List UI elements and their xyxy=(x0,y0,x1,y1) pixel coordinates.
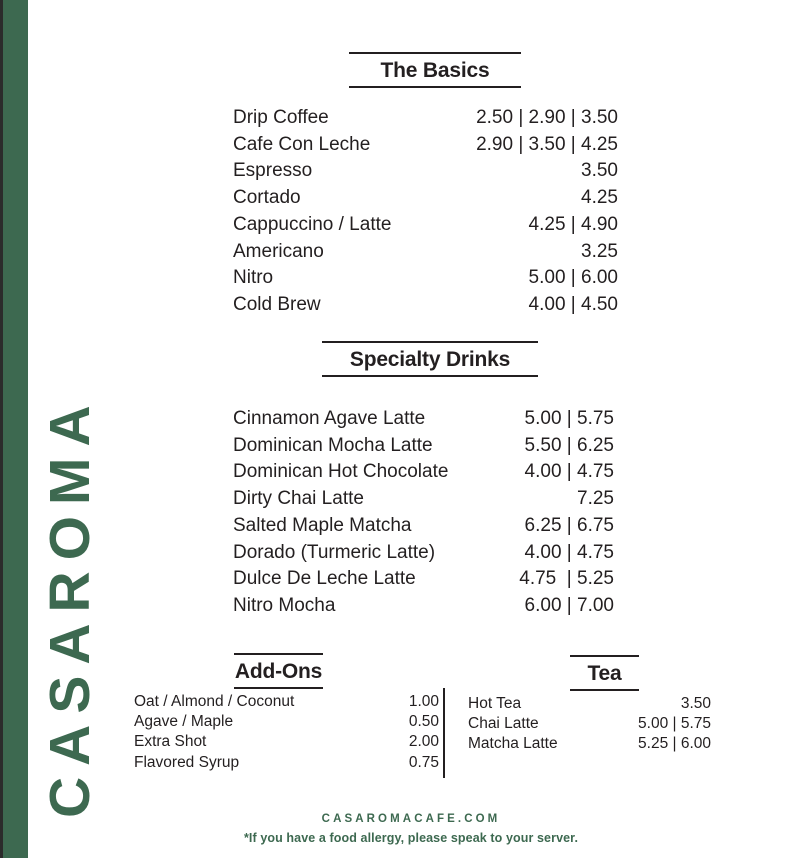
menu-row xyxy=(233,433,614,460)
allergy-disclaimer: *If you have a food allergy, please speak to your server. xyxy=(243,830,579,845)
menu-item-name: Agave / Maple xyxy=(134,713,234,731)
menu-row xyxy=(468,714,711,734)
addons-rule-top xyxy=(234,653,323,655)
tea-rule-top xyxy=(570,655,639,657)
menu-item-price: 3.25 xyxy=(581,240,618,262)
menu-row xyxy=(468,694,711,714)
menu-item-price: 1.00 xyxy=(408,693,439,710)
menu-item-price: 2.00 xyxy=(408,733,439,751)
rail-green-bar xyxy=(3,0,28,858)
menu-row xyxy=(233,406,614,433)
tea-rule-bottom xyxy=(570,689,639,691)
menu-row xyxy=(233,239,618,266)
section-header-tea xyxy=(568,655,641,691)
menu-item-name: Dirty Chai Latte xyxy=(233,488,364,510)
menu-item-price: 3.50 xyxy=(581,160,618,182)
menu-row xyxy=(134,692,439,712)
addons-item-list xyxy=(134,692,439,773)
menu-item-name: Dulce De Leche Latte xyxy=(233,568,416,590)
specialty-rule-bottom xyxy=(322,375,538,377)
basics-title: The Basics xyxy=(380,59,490,82)
addons-title: Add-Ons xyxy=(234,660,323,683)
menu-item-price: 5.00 | 6.00 xyxy=(528,267,618,289)
menu-item-name: Nitro xyxy=(233,267,274,289)
menu-row xyxy=(233,212,618,239)
website-url: CASAROMACAFE.COM xyxy=(321,813,501,825)
menu-item-name: Extra Shot xyxy=(134,733,207,751)
menu-item-name: Oat / Almond / Coconut xyxy=(134,693,295,710)
menu-item-price: 4.25 xyxy=(581,187,618,209)
menu-sheet xyxy=(28,0,794,858)
menu-item-price: 5.00 | 5.75 xyxy=(524,408,614,429)
menu-item-name: Chai Latte xyxy=(468,715,539,733)
menu-item-name: Cold Brew xyxy=(233,293,321,315)
specialty-item-list xyxy=(233,406,614,620)
specialty-rule-top xyxy=(322,341,538,343)
menu-item-name: Drip Coffee xyxy=(233,107,329,128)
menu-item-price: 4.75 | 5.25 xyxy=(519,568,614,590)
menu-item-price: 6.25 | 6.75 xyxy=(524,514,614,536)
menu-row xyxy=(233,486,614,513)
menu-row xyxy=(134,753,439,773)
menu-item-name: Americano xyxy=(233,240,324,262)
menu-row xyxy=(233,513,614,540)
menu-item-price: 6.00 | 7.00 xyxy=(524,594,614,616)
menu-item-price: 5.25 | 6.00 xyxy=(638,735,711,753)
menu-row xyxy=(233,265,618,292)
menu-row xyxy=(233,593,614,620)
menu-item-price: 5.50 | 6.25 xyxy=(524,434,614,456)
menu-item-price: 5.00 | 5.75 xyxy=(638,715,711,733)
menu-item-name: Cortado xyxy=(233,187,301,209)
menu-row xyxy=(233,459,614,486)
menu-row xyxy=(233,105,618,132)
basics-rule-top xyxy=(349,52,521,54)
menu-item-price: 4.00 | 4.75 xyxy=(524,541,614,563)
menu-item-name: Dominican Mocha Latte xyxy=(233,434,433,456)
section-header-basics xyxy=(347,52,523,88)
menu-row xyxy=(233,566,614,593)
addons-rule-bottom xyxy=(234,687,323,689)
menu-item-name: Cafe Con Leche xyxy=(233,133,371,155)
menu-item-price: 2.50 | 2.90 | 3.50 xyxy=(476,107,618,128)
brand-name-text: CASAROMA xyxy=(37,394,102,818)
menu-item-price: 2.90 | 3.50 | 4.25 xyxy=(476,133,618,155)
section-header-addons xyxy=(232,653,325,689)
column-divider xyxy=(443,688,445,778)
menu-item-name: Dorado (Turmeric Latte) xyxy=(233,541,436,563)
tea-title: Tea xyxy=(587,662,622,685)
menu-item-name: Hot Tea xyxy=(468,695,522,712)
menu-item-name: Salted Maple Matcha xyxy=(233,514,412,536)
tea-item-list xyxy=(468,694,711,755)
menu-row xyxy=(233,540,614,567)
basics-item-list xyxy=(233,105,618,319)
basics-rule-bottom xyxy=(349,86,521,88)
menu-row xyxy=(134,732,439,752)
footer xyxy=(28,812,794,847)
menu-item-price: 4.00 | 4.50 xyxy=(528,293,618,315)
menu-item-price: 4.25 | 4.90 xyxy=(528,213,618,235)
menu-row xyxy=(233,185,618,212)
section-header-specialty xyxy=(320,341,540,377)
menu-item-name: Dominican Hot Chocolate xyxy=(233,461,449,483)
menu-row xyxy=(233,132,618,159)
menu-row xyxy=(134,712,439,732)
specialty-title: Specialty Drinks xyxy=(349,348,511,371)
menu-item-name: Cappuccino / Latte xyxy=(233,213,392,235)
menu-item-name: Nitro Mocha xyxy=(233,594,336,616)
menu-item-name: Matcha Latte xyxy=(468,735,558,753)
menu-item-price: 0.50 xyxy=(408,713,439,731)
menu-item-price: 4.00 | 4.75 xyxy=(524,461,614,483)
menu-item-name: Flavored Syrup xyxy=(134,753,240,771)
menu-item-name: Espresso xyxy=(233,160,313,182)
brand-rail xyxy=(0,0,28,858)
menu-row xyxy=(468,734,711,754)
menu-item-price: 7.25 xyxy=(577,488,614,510)
menu-row xyxy=(233,292,618,319)
menu-row xyxy=(233,158,618,185)
menu-item-price: 0.75 xyxy=(408,753,439,771)
menu-item-price: 3.50 xyxy=(680,695,711,712)
menu-item-name: Cinnamon Agave Latte xyxy=(233,408,426,429)
